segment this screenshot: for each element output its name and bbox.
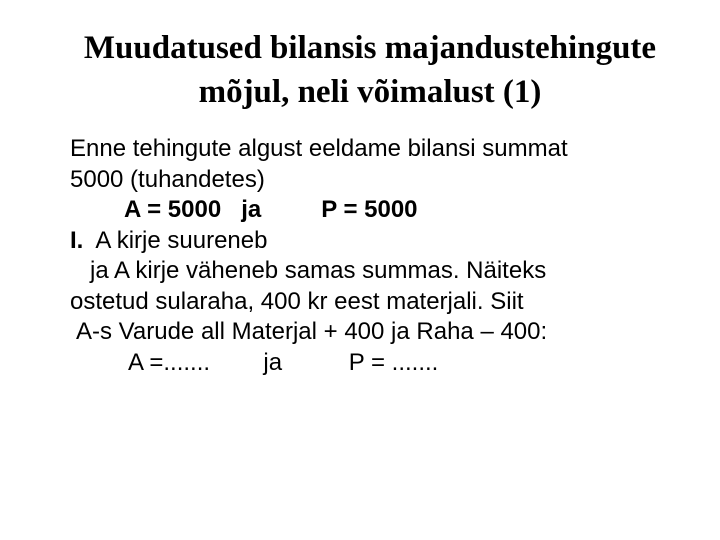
body-line-case-1: [70, 226, 690, 257]
slide-body: [70, 134, 690, 378]
body-line-result: A =....... ja P = .......: [128, 348, 439, 376]
body-line-5: ja A kirje väheneb samas summas. Näiteks: [90, 257, 547, 284]
case-text: A kirje suureneb: [83, 226, 268, 254]
case-number: I.: [70, 226, 84, 254]
slide-title: [40, 26, 700, 114]
body-line-1: Enne tehingute algust eeldame bilansi summat: [70, 135, 568, 162]
slide-title-line-2: mõjul, neli võimalust (1): [198, 74, 542, 110]
body-line-equation: A = 5000 ja P = 5000: [124, 196, 418, 223]
body-line-2: 5000 (tuhandetes): [70, 165, 265, 193]
slide-title-line-1: Muudatused bilansis majandustehingute: [83, 30, 657, 66]
body-line-7: A-s Varude all Materjal + 400 ja Raha – 400:: [76, 318, 548, 345]
body-line-6: ostetud sularaha, 400 kr eest materjali. Siit: [70, 287, 524, 315]
